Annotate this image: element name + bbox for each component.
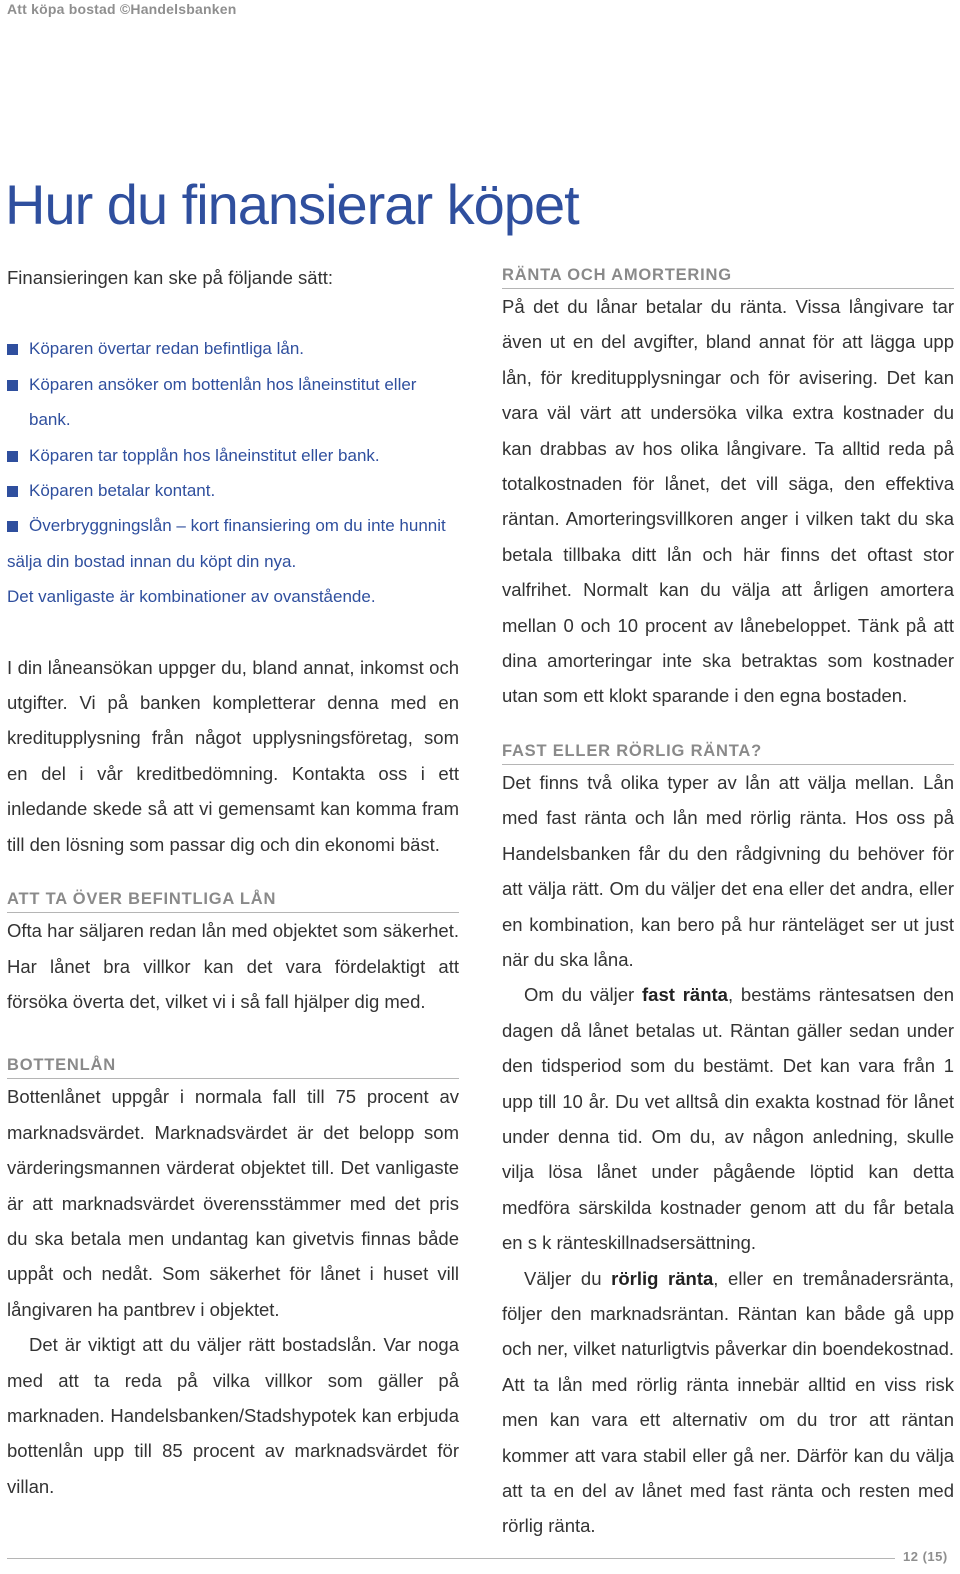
square-bullet-icon — [7, 451, 18, 462]
intro-text: Finansieringen kan ske på följande sätt: — [7, 267, 334, 288]
section-text: Det är viktigt att du väljer rätt bostadslån. Var noga med att ta reda på vilka villkor som gäller på marknaden. Handelsbanken/Stadshypotek kan erbjuda bottenlån upp till 85 procent av marknadsvärdet för villan. — [7, 1334, 459, 1497]
right-column — [502, 264, 954, 1544]
section-text: Bottenlånet uppgår i normala fall till 75 procent av marknadsvärdet. Marknadsvärdet är det belopp som värderingsmannen värderat objektet till. Det vanligaste är att marknadsvärdet överensstämmer med det pris du ska betala men undantag kan givetvis finnas både uppåt och nedåt. Som säkerhet för lånet i huset vill långivaren ha pantbrev i objektet. — [7, 1086, 459, 1320]
financing-options-list — [7, 331, 459, 579]
document-header: Att köpa bostad ©Handelsbanken — [7, 1, 237, 17]
variable-rate-paragraph: Väljer du rörlig ränta, eller en tremånadersränta, följer den marknadsräntan. Räntan kan både gå upp och ner, vilket naturligtvis påverkar din boendekostnad. Att ta lån med rörlig ränta innebär alltid en viss risk men kan vara ett alternativ om du tror att räntan kommer att vara stabil eller gå ner. Därför kan du välja att ta en del av lånet med fast ränta och resten med rörlig ränta. — [502, 1267, 954, 1537]
list-item: Överbryggningslån – kort finansiering om du inte hunnit sälja din bostad innan du köpt din nya. — [7, 516, 446, 571]
section-heading: RÄNTA OCH AMORTERING — [502, 264, 954, 289]
list-item: Köparen övertar redan befintliga lån. — [7, 331, 459, 366]
section-text: Det finns två olika typer av lån att välja mellan. Lån med fast ränta och lån med rörlig ränta. Hos oss på Handelsbanken får du den rådgivning du behöver för att välja rätt. Om du väljer det ena eller det andra, eller en kombination, kan bero på hur ränteläget ser ut just när du ska låna. — [502, 771, 954, 970]
combination-note: Det vanligaste är kombinationer av ovanstående. — [7, 587, 376, 607]
list-item: Köparen ansöker om bottenlån hos låneinstitut eller bank. — [7, 367, 459, 438]
list-item: Köparen tar topplån hos låneinstitut eller bank. — [7, 438, 459, 473]
left-column — [7, 260, 459, 1504]
section-heading: BOTTENLÅN — [7, 1054, 459, 1079]
list-item: Köparen betalar kontant. — [7, 473, 459, 508]
section-heading: ATT TA ÖVER BEFINTLIGA LÅN — [7, 888, 459, 913]
section-heading: FAST ELLER RÖRLIG RÄNTA? — [502, 740, 954, 765]
square-bullet-icon — [7, 486, 18, 497]
square-bullet-icon — [7, 344, 18, 355]
page-number: 12 (15) — [903, 1549, 948, 1564]
square-bullet-icon — [7, 380, 18, 391]
fixed-rate-paragraph: Om du väljer fast ränta, bestäms räntesatsen den dagen då lånet betalas ut. Räntan gäller sedan under den tidsperiod som du bestämt. Det kan vara från 1 upp till 10 år. Du vet alltså din exakta kostnad för lånet under denna tid. Om du, av någon anledning, skulle vilja lösa lånet under pågående löptid kan detta medföra särskilda kostnader genom att du får betala en s k ränteskillnadsersättning. — [502, 984, 954, 1254]
page-title: Hur du finansierar köpet — [5, 173, 579, 236]
footer-divider — [7, 1558, 895, 1559]
section-text: På det du lånar betalar du ränta. Vissa långivare tar även ut en del avgifter, bland annat för att lägga upp lån, för kreditupplysningar och för avisering. Det kan vara väl värt att undersöka vilka extra kostnader du kan drabbas av hos olika långivare. Ta alltid reda på totalkostnaden för lånet, det vill säga, den effektiva räntan. Amorteringsvillkoren anger i vilken takt du ska betala tillbaka ditt lån och här finns det oftast stor valfrihet. Normalt kan du välja att årligen amortera mellan 0 och 10 procent av lånebeloppet. Tänk på att dina amorteringar inte ska betraktas som kostnader utan som ett klokt sparande i den egna bostaden. — [502, 296, 954, 707]
loan-application-paragraph: I din låneansökan uppger du, bland annat, inkomst och utgifter. Vi på banken kompletterar denna med en kreditupplysning från något upplysningsföretag, som en del i vår kreditbedömning. Kontakta oss i ett inledande skede så att vi gemensamt kan komma fram till den lösning som passar dig och din ekonomi bäst. — [7, 656, 459, 855]
section-text: Ofta har säljaren redan lån med objektet som säkerhet. Har lånet bra villkor kan det vara fördelaktigt att försöka överta det, vilket vi i så fall hjälper dig med. — [7, 920, 459, 1012]
square-bullet-icon — [7, 521, 18, 532]
